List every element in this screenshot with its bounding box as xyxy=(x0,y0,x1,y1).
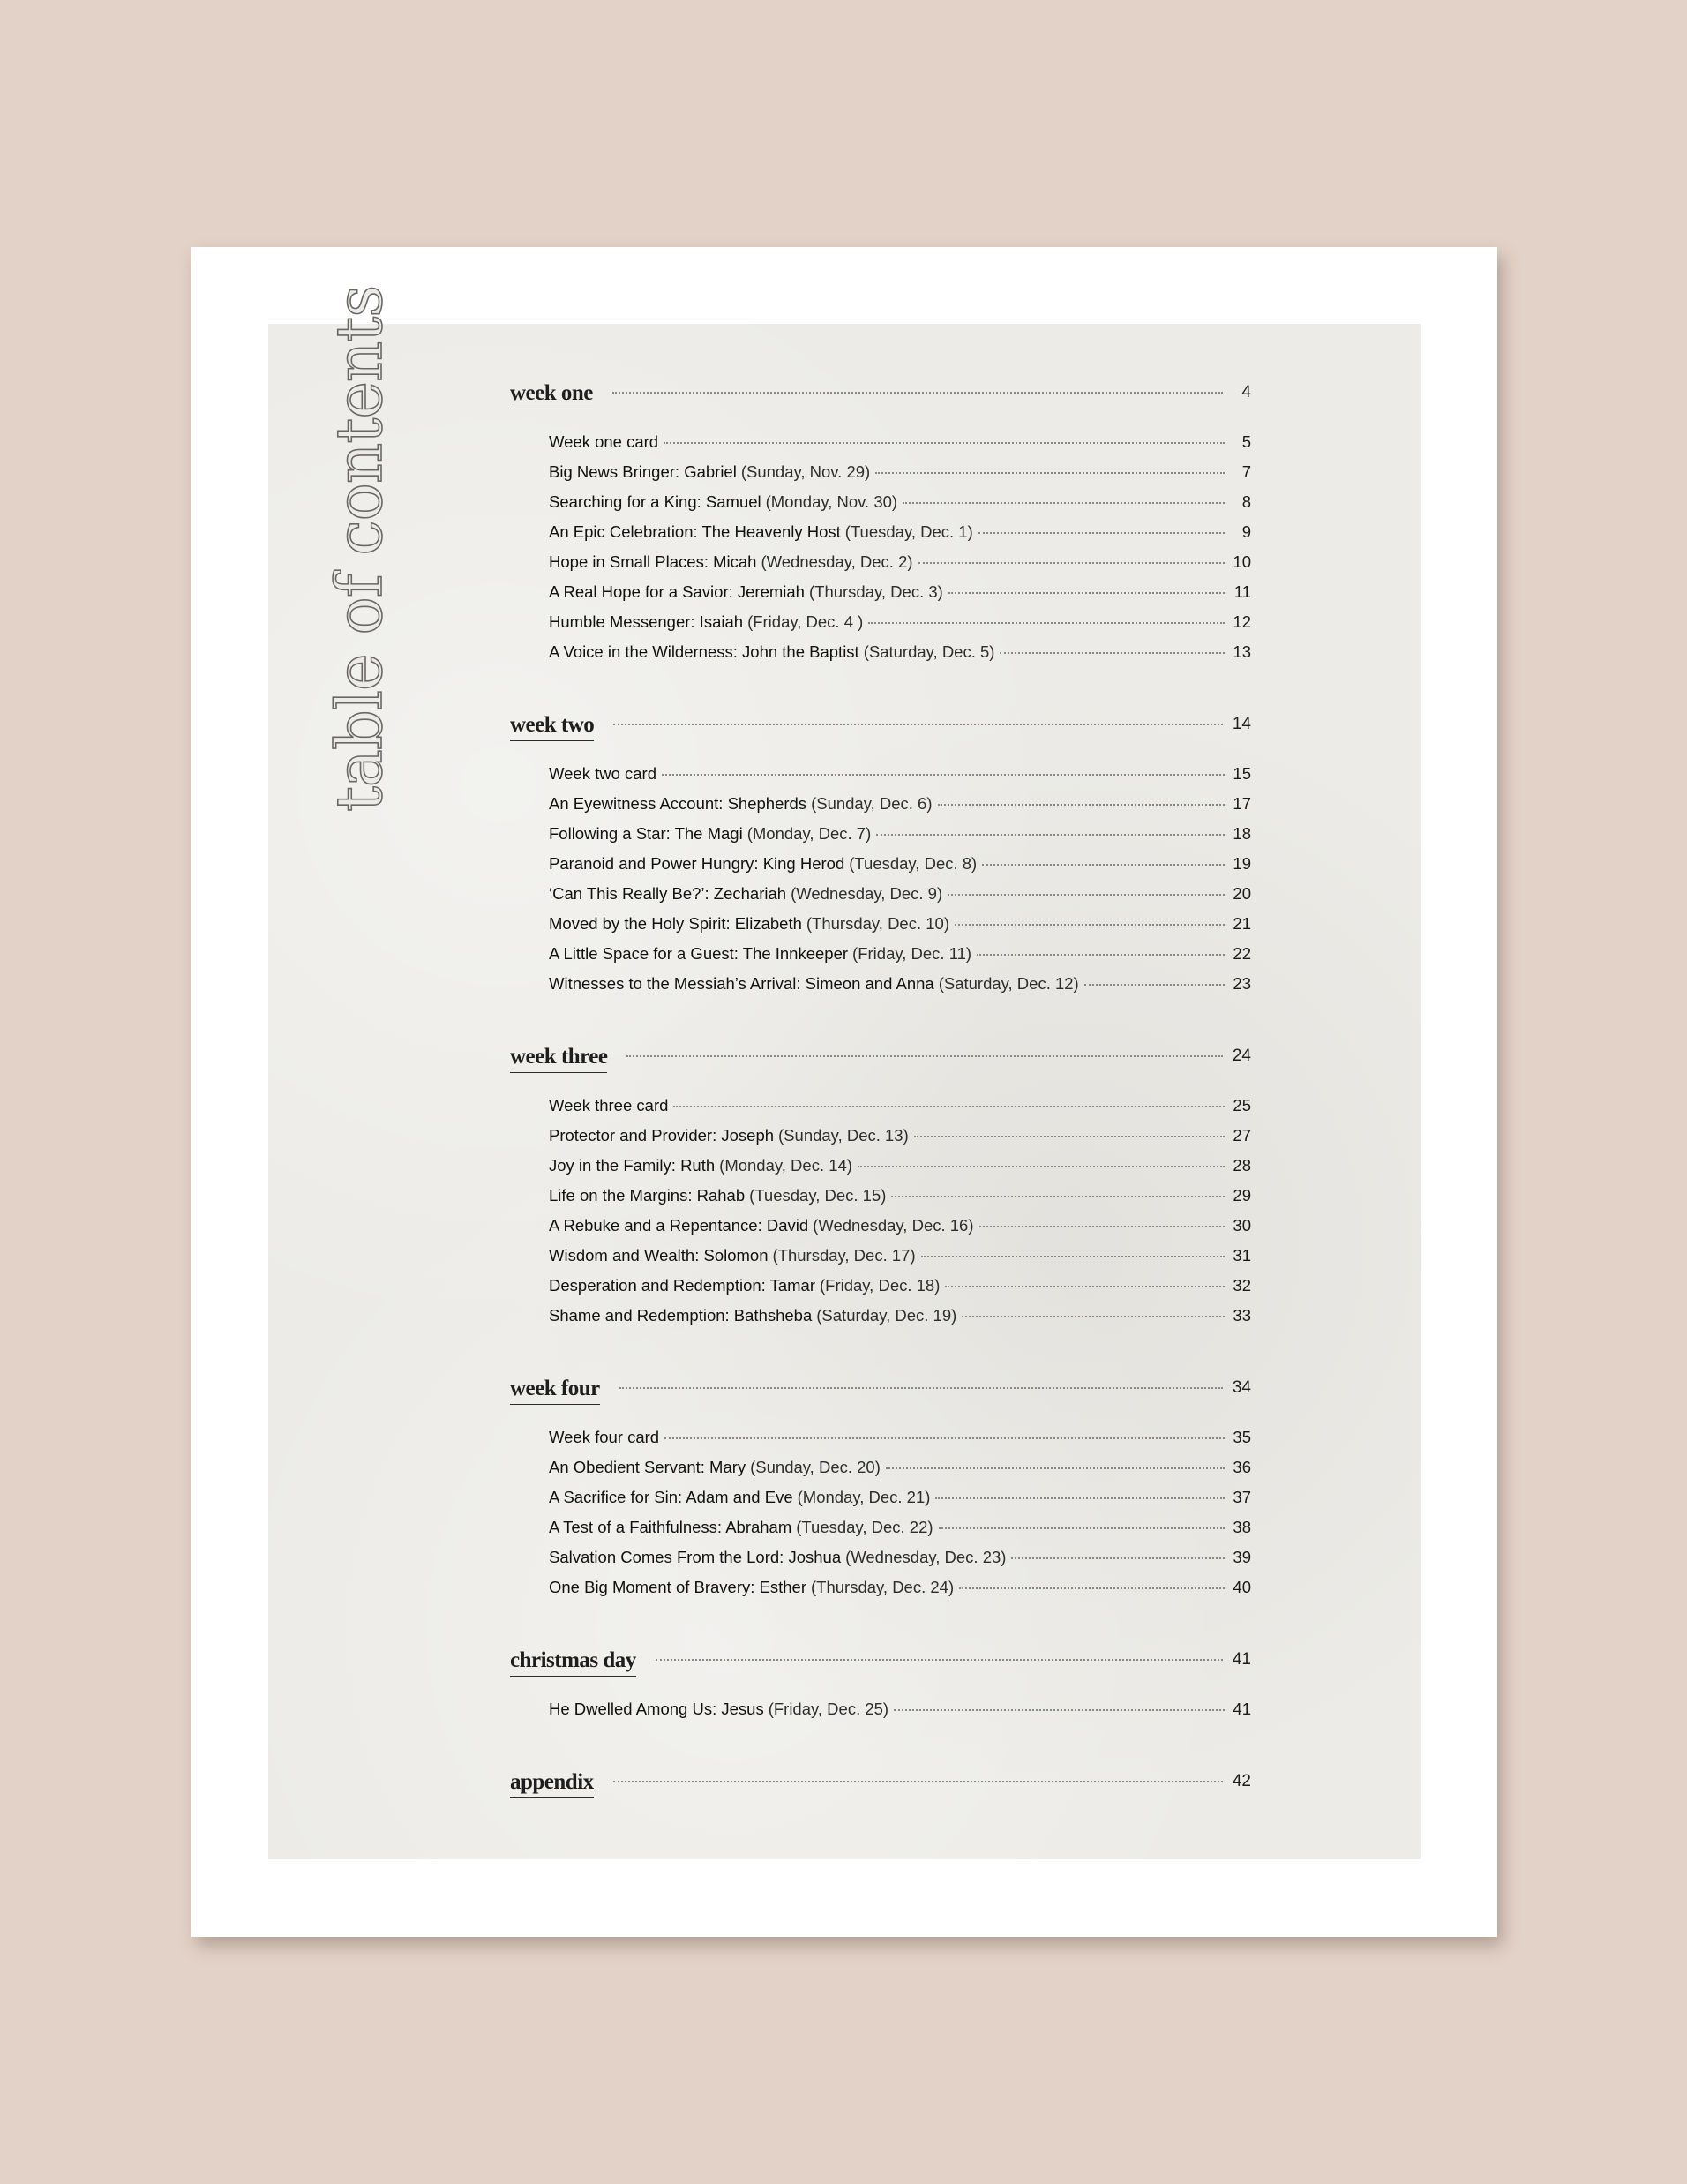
dot-leader xyxy=(891,1196,1225,1197)
toc-entry[interactable] xyxy=(549,1126,1251,1156)
entry-page-number: 27 xyxy=(1233,1126,1251,1145)
entry-page-number: 28 xyxy=(1233,1156,1251,1175)
entry-page-number: 7 xyxy=(1241,462,1251,481)
section-heading-row[interactable] xyxy=(510,1631,1251,1677)
entry-date: (Sunday, Dec. 6) xyxy=(811,794,933,813)
toc-entry[interactable] xyxy=(549,944,1251,974)
dot-leader xyxy=(875,472,1225,474)
entry-page-number: 19 xyxy=(1233,854,1251,873)
dot-leader xyxy=(938,804,1225,806)
toc-section xyxy=(510,1752,1251,1798)
toc-entry[interactable] xyxy=(549,974,1251,1004)
toc-entry[interactable] xyxy=(549,432,1251,462)
dot-leader xyxy=(955,924,1225,926)
toc-entry[interactable] xyxy=(549,1458,1251,1488)
entry-title: Witnesses to the Messiah’s Arrival: Simeon and Anna xyxy=(549,974,934,993)
toc-entry[interactable] xyxy=(549,854,1251,884)
dot-leader xyxy=(626,1055,1223,1057)
toc-section xyxy=(510,364,1251,672)
toc-entry[interactable] xyxy=(549,612,1251,642)
section-title: appendix xyxy=(510,1770,594,1798)
dot-leader xyxy=(876,834,1225,836)
dot-leader xyxy=(1011,1557,1225,1559)
dot-leader xyxy=(664,442,1225,444)
entry-page-number: 35 xyxy=(1233,1428,1251,1446)
section-page-number: 41 xyxy=(1232,1650,1251,1669)
dot-leader xyxy=(662,774,1225,776)
entry-list xyxy=(510,1700,1251,1730)
entry-page-number: 11 xyxy=(1233,582,1251,601)
dot-leader xyxy=(977,954,1225,956)
toc-entry[interactable] xyxy=(549,1518,1251,1548)
vertical-title xyxy=(322,285,396,812)
dot-leader xyxy=(948,592,1225,594)
entry-title: A Test of a Faithfulness: Abraham xyxy=(549,1518,792,1536)
entry-title: Hope in Small Places: Micah xyxy=(549,552,757,571)
toc-entry[interactable] xyxy=(549,794,1251,824)
section-title: christmas day xyxy=(510,1648,636,1677)
toc-entry[interactable] xyxy=(549,552,1251,582)
entry-title: ‘Can This Really Be?’: Zechariah xyxy=(549,884,787,903)
toc-entry[interactable] xyxy=(549,1156,1251,1186)
toc-entry[interactable] xyxy=(549,492,1251,522)
entry-page-number: 38 xyxy=(1233,1518,1251,1536)
toc-entry[interactable] xyxy=(549,462,1251,492)
dot-leader xyxy=(939,1527,1225,1529)
entry-date: (Wednesday, Dec. 2) xyxy=(761,552,913,571)
entry-title: Wisdom and Wealth: Solomon xyxy=(549,1246,769,1265)
entry-date: (Tuesday, Dec. 22) xyxy=(796,1518,933,1536)
entry-title: Week three card xyxy=(549,1096,669,1115)
entry-date: (Monday, Dec. 14) xyxy=(719,1156,852,1175)
entry-page-number: 15 xyxy=(1233,764,1251,783)
dot-leader xyxy=(868,622,1225,624)
dot-leader xyxy=(894,1709,1225,1711)
section-page-number: 4 xyxy=(1241,383,1251,402)
section-heading-row[interactable] xyxy=(510,1027,1251,1073)
section-page-number: 42 xyxy=(1232,1772,1251,1790)
entry-date: (Thursday, Dec. 17) xyxy=(772,1246,916,1265)
entry-date: (Monday, Dec. 7) xyxy=(746,824,872,843)
entry-title: An Epic Celebration: The Heavenly Host xyxy=(549,522,841,541)
entry-title: He Dwelled Among Us: Jesus xyxy=(549,1700,764,1718)
entry-date: (Wednesday, Dec. 9) xyxy=(791,884,943,903)
entry-title: One Big Moment of Bravery: Esther xyxy=(549,1578,807,1596)
toc-entry[interactable] xyxy=(549,1186,1251,1216)
dot-leader xyxy=(921,1256,1225,1257)
entry-page-number: 21 xyxy=(1233,914,1251,933)
dot-leader xyxy=(612,392,1223,394)
entry-date: (Thursday, Dec. 10) xyxy=(806,914,949,933)
entry-page-number: 29 xyxy=(1233,1186,1251,1205)
entry-title: A Sacrifice for Sin: Adam and Eve xyxy=(549,1488,793,1506)
entry-page-number: 10 xyxy=(1233,552,1251,571)
vertical-title-text: table of contents xyxy=(322,285,396,812)
dot-leader xyxy=(978,532,1225,534)
entry-page-number: 37 xyxy=(1233,1488,1251,1506)
entry-title: An Eyewitness Account: Shepherds xyxy=(549,794,807,813)
section-page-number: 34 xyxy=(1232,1378,1251,1397)
dot-leader xyxy=(1084,984,1225,986)
entry-date: (Friday, Dec. 25) xyxy=(768,1700,889,1718)
entry-title: A Little Space for a Guest: The Innkeeper xyxy=(549,944,849,963)
entry-page-number: 8 xyxy=(1241,492,1251,511)
toc-section xyxy=(510,1359,1251,1608)
entry-date: (Friday, Dec. 4 ) xyxy=(747,612,864,631)
toc-entry[interactable] xyxy=(549,1096,1251,1126)
entry-page-number: 31 xyxy=(1233,1246,1251,1265)
entry-date: (Monday, Nov. 30) xyxy=(765,492,898,511)
entry-page-number: 36 xyxy=(1233,1458,1251,1476)
toc-entry[interactable] xyxy=(549,522,1251,552)
dot-leader xyxy=(935,1497,1225,1499)
entry-title: Moved by the Holy Spirit: Elizabeth xyxy=(549,914,802,933)
dot-leader xyxy=(959,1587,1225,1589)
entry-date: (Sunday, Dec. 13) xyxy=(778,1126,909,1145)
paper-sheet xyxy=(268,285,1421,1859)
entry-date: (Tuesday, Dec. 8) xyxy=(849,854,978,873)
toc-entry[interactable] xyxy=(549,1306,1251,1336)
dot-leader xyxy=(979,1226,1225,1227)
entry-page-number: 25 xyxy=(1233,1096,1251,1115)
section-gap xyxy=(510,1336,1251,1359)
entry-title: Week one card xyxy=(549,432,659,451)
entry-title: A Real Hope for a Savior: Jeremiah xyxy=(549,582,805,601)
section-page-number: 24 xyxy=(1232,1047,1251,1065)
entry-page-number: 39 xyxy=(1233,1548,1251,1566)
entry-page-number: 23 xyxy=(1233,974,1251,993)
entry-date: (Wednesday, Dec. 23) xyxy=(845,1548,1007,1566)
entry-title: Week two card xyxy=(549,764,657,783)
section-gap xyxy=(510,672,1251,695)
entry-date: (Thursday, Dec. 24) xyxy=(811,1578,955,1596)
entry-date: (Monday, Dec. 21) xyxy=(797,1488,931,1506)
entry-title: Paranoid and Power Hungry: King Herod xyxy=(549,854,845,873)
toc-entry[interactable] xyxy=(549,1216,1251,1246)
toc-entry[interactable] xyxy=(549,1700,1251,1730)
section-gap xyxy=(510,1730,1251,1752)
toc-section xyxy=(510,1027,1251,1336)
toc-entry[interactable] xyxy=(549,884,1251,914)
entry-title: Searching for a King: Samuel xyxy=(549,492,761,511)
entry-page-number: 17 xyxy=(1233,794,1251,813)
dot-leader xyxy=(1000,652,1225,654)
toc-entry[interactable] xyxy=(549,764,1251,794)
entry-page-number: 40 xyxy=(1233,1578,1251,1596)
toc-entry[interactable] xyxy=(549,642,1251,672)
entry-title: An Obedient Servant: Mary xyxy=(549,1458,746,1476)
entry-page-number: 30 xyxy=(1233,1216,1251,1235)
entry-page-number: 32 xyxy=(1233,1276,1251,1295)
section-title: week one xyxy=(510,381,593,409)
entry-date: (Wednesday, Dec. 16) xyxy=(813,1216,974,1235)
dot-leader xyxy=(918,562,1225,564)
section-heading-row[interactable] xyxy=(510,1359,1251,1405)
entry-date: (Friday, Dec. 11) xyxy=(852,944,972,963)
section-heading-row[interactable] xyxy=(510,695,1251,741)
section-gap xyxy=(510,1004,1251,1027)
entry-page-number: 12 xyxy=(1233,612,1251,631)
entry-title: A Rebuke and a Repentance: David xyxy=(549,1216,809,1235)
section-title: week four xyxy=(510,1377,600,1405)
toc-section xyxy=(510,695,1251,1004)
entry-page-number: 5 xyxy=(1241,432,1251,451)
entry-title: Week four card xyxy=(549,1428,660,1446)
entry-date: (Sunday, Dec. 20) xyxy=(750,1458,881,1476)
entry-title: Desperation and Redemption: Tamar xyxy=(549,1276,815,1295)
toc-entry[interactable] xyxy=(549,914,1251,944)
entry-date: (Saturday, Dec. 5) xyxy=(863,642,995,661)
section-gap xyxy=(510,1608,1251,1631)
entry-date: (Saturday, Dec. 19) xyxy=(816,1306,957,1325)
entry-page-number: 18 xyxy=(1233,824,1251,843)
dot-leader xyxy=(664,1437,1225,1439)
entry-list xyxy=(510,1428,1251,1608)
section-page-number: 14 xyxy=(1232,715,1251,733)
dot-leader xyxy=(948,894,1225,896)
toc-entry[interactable] xyxy=(549,1488,1251,1518)
section-heading-row[interactable] xyxy=(510,1752,1251,1798)
entry-title: Salvation Comes From the Lord: Joshua xyxy=(549,1548,842,1566)
toc-entry[interactable] xyxy=(549,1428,1251,1458)
entry-page-number: 22 xyxy=(1233,944,1251,963)
dot-leader xyxy=(858,1166,1225,1167)
dot-leader xyxy=(619,1387,1223,1389)
entry-title: A Voice in the Wilderness: John the Baptist xyxy=(549,642,859,661)
entry-title: Humble Messenger: Isaiah xyxy=(549,612,744,631)
toc-entry[interactable] xyxy=(549,582,1251,612)
entry-page-number: 9 xyxy=(1241,522,1251,541)
entry-title: Life on the Margins: Rahab xyxy=(549,1186,746,1205)
entry-page-number: 13 xyxy=(1233,642,1251,661)
entry-title: Joy in the Family: Ruth xyxy=(549,1156,716,1175)
section-title: week three xyxy=(510,1045,607,1073)
dot-leader xyxy=(962,1316,1225,1317)
toc-entry[interactable] xyxy=(549,824,1251,854)
entry-page-number: 41 xyxy=(1233,1700,1251,1718)
entry-date: (Sunday, Nov. 29) xyxy=(740,462,871,481)
dot-leader xyxy=(673,1106,1225,1107)
entry-title: Big News Bringer: Gabriel xyxy=(549,462,737,481)
toc-entry[interactable] xyxy=(549,1276,1251,1306)
entry-date: (Saturday, Dec. 12) xyxy=(938,974,1079,993)
entry-list xyxy=(510,432,1251,672)
section-heading-row[interactable] xyxy=(510,364,1251,409)
toc-entry[interactable] xyxy=(549,1548,1251,1578)
dot-leader xyxy=(613,1781,1223,1782)
table-of-contents xyxy=(510,364,1251,1798)
entry-title: Shame and Redemption: Bathsheba xyxy=(549,1306,813,1325)
dot-leader xyxy=(945,1286,1225,1287)
dot-leader xyxy=(613,724,1223,725)
entry-list xyxy=(510,1096,1251,1336)
toc-entry[interactable] xyxy=(549,1578,1251,1608)
entry-title: Protector and Provider: Joseph xyxy=(549,1126,775,1145)
toc-section xyxy=(510,1631,1251,1730)
toc-entry[interactable] xyxy=(549,1246,1251,1276)
entry-date: (Tuesday, Dec. 1) xyxy=(844,522,973,541)
dot-leader xyxy=(914,1136,1225,1137)
dot-leader xyxy=(982,864,1225,866)
dot-leader xyxy=(656,1659,1223,1661)
printed-page-mockup xyxy=(191,247,1497,1937)
section-title: week two xyxy=(510,713,594,741)
entry-date: (Thursday, Dec. 3) xyxy=(808,582,943,601)
entry-page-number: 33 xyxy=(1233,1306,1251,1325)
entry-list xyxy=(510,764,1251,1004)
entry-page-number: 20 xyxy=(1233,884,1251,903)
entry-title: Following a Star: The Magi xyxy=(549,824,743,843)
entry-date: (Tuesday, Dec. 15) xyxy=(749,1186,887,1205)
dot-leader xyxy=(903,502,1225,504)
dot-leader xyxy=(886,1467,1225,1469)
entry-date: (Friday, Dec. 18) xyxy=(820,1276,941,1295)
